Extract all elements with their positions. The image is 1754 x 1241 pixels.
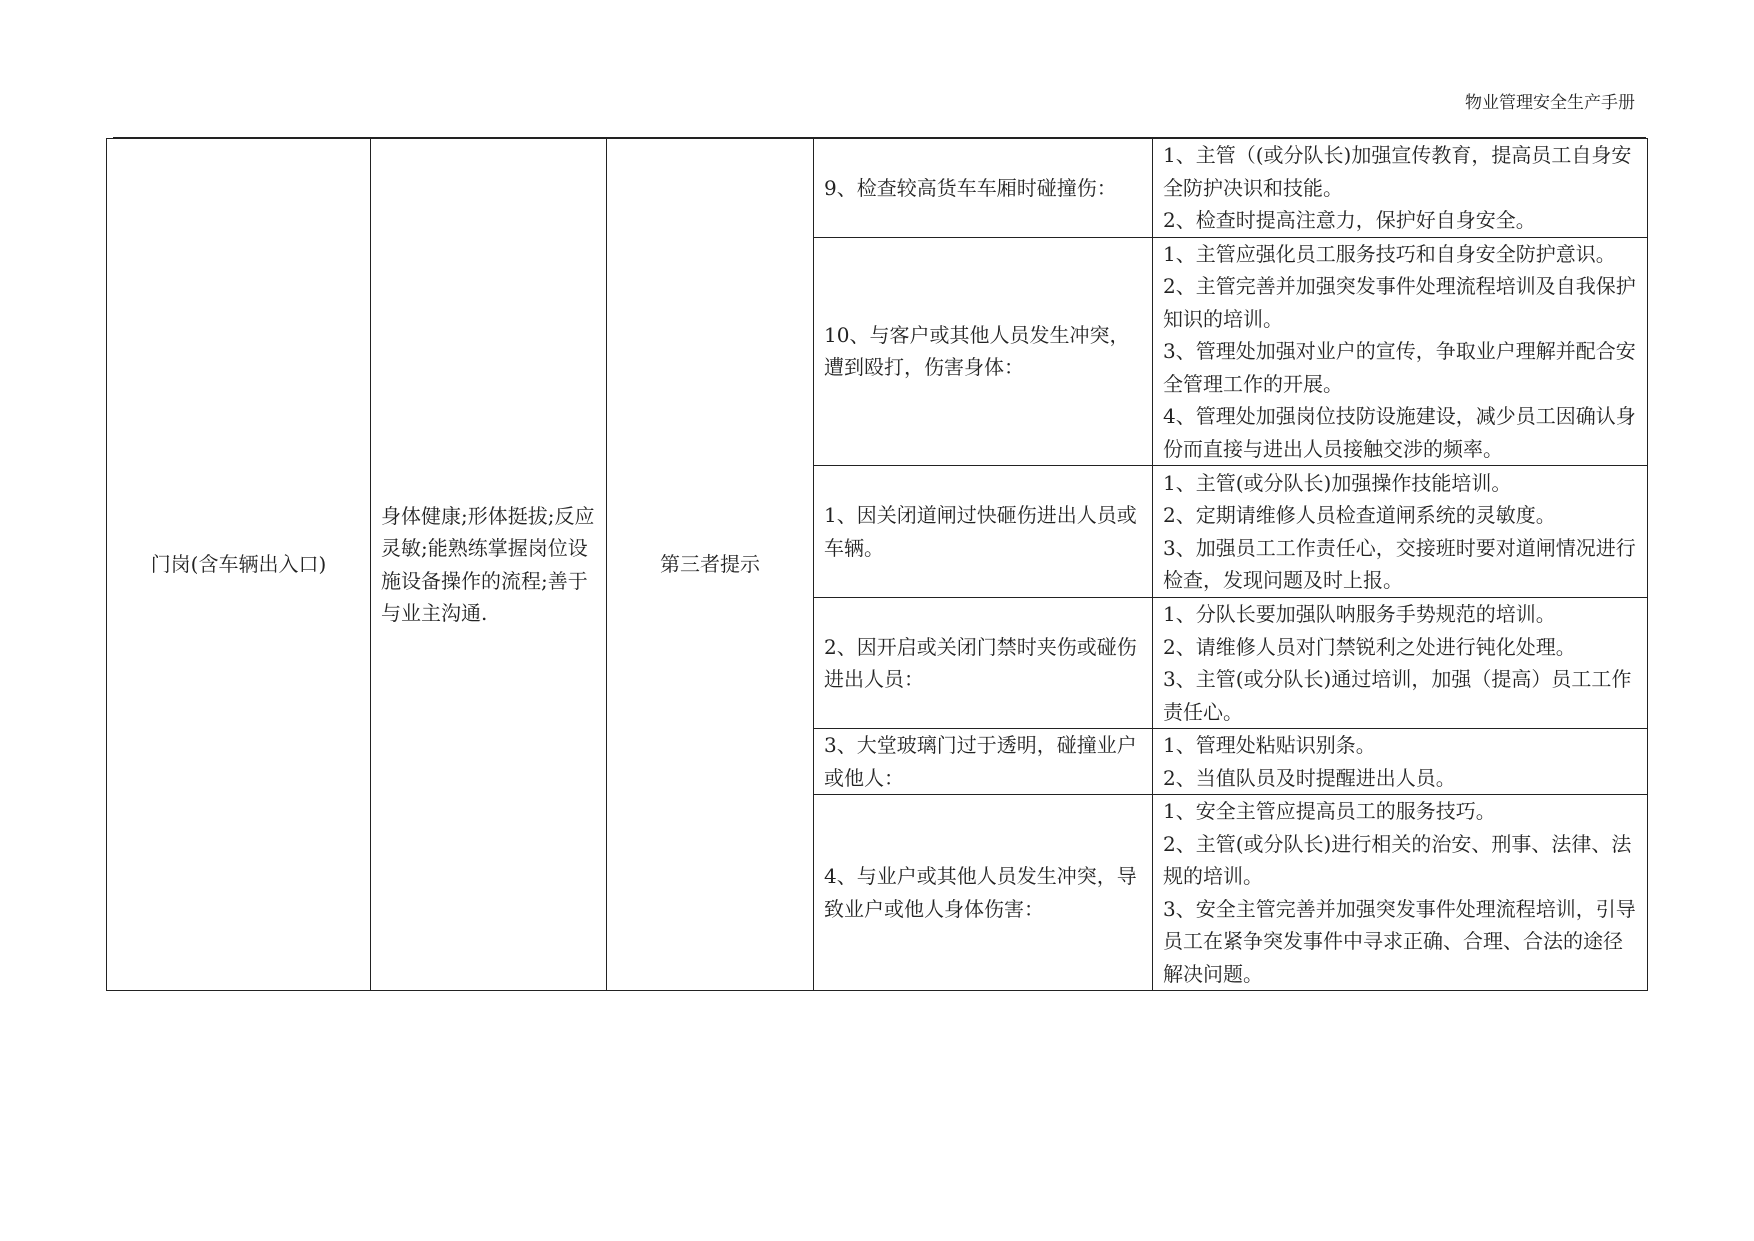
measure-item: 2、主管(或分队长)进行相关的治安、刑事、法律、法规的培训。 — [1163, 831, 1632, 888]
measure-item: 1、主管应强化员工服务技巧和自身安全防护意识。 — [1163, 241, 1616, 266]
measure-item: 3、主管(或分队长)通过培训，加强（提高）员工工作责任心。 — [1163, 667, 1632, 724]
running-header: 物业管理安全生产手册 — [1465, 93, 1635, 113]
measure-item: 2、请维修人员对门禁锐利之处进行钝化处理。 — [1163, 634, 1576, 659]
measure-item: 2、检查时提高注意力，保护好自身安全。 — [1163, 208, 1536, 232]
measure-item: 2、主管完善并加强突发事件处理流程培训及自我保护知识的培训。 — [1163, 274, 1636, 331]
measures-cell — [1153, 729, 1648, 795]
measure-item: 1、主管(或分队长)加强操作技能培训。 — [1163, 470, 1512, 495]
measures-cell — [1153, 598, 1648, 729]
measure-item: 3、管理处加强对业户的宣传，争取业户理解并配合安全管理工作的开展。 — [1163, 339, 1636, 396]
measures-cell — [1153, 139, 1648, 238]
measure-item: 1、管理处粘贴识别条。 — [1163, 733, 1376, 757]
hazard-cell: 3、大堂玻璃门过于透明，碰撞业户或他人： — [814, 729, 1153, 795]
measure-item: 3、加强员工工作责任心，交接班时要对道闸情况进行检查，发现问题及时上报。 — [1163, 535, 1636, 592]
measures-cell — [1153, 795, 1648, 991]
requirements-cell: 身体健康;形体挺拔;反应灵敏;能熟练掌握岗位设施设备操作的流程;善于与业主沟通. — [371, 139, 607, 991]
measure-item: 2、当值队员及时提醒进出人员。 — [1163, 765, 1456, 790]
hazard-cell: 1、因关闭道闸过快砸伤进出人员或车辆。 — [814, 466, 1153, 598]
measure-item: 4、管理处加强岗位技防设施建设，减少员工因确认身份而直接与进出人员接触交涉的频率。 — [1163, 404, 1636, 461]
table-row — [107, 139, 1648, 238]
hazard-cell: 4、与业户或其他人员发生冲突，导致业户或他人身体伤害： — [814, 795, 1153, 991]
measure-item: 3、安全主管完善并加强突发事件处理流程培训，引导员工在紧争突发事件中寻求正确、合理、合法的途径解决问题。 — [1163, 896, 1636, 986]
measures-cell — [1153, 466, 1648, 598]
hazard-cell: 2、因开启或关闭门禁时夹伤或碰伤进出人员： — [814, 598, 1153, 729]
measures-cell — [1153, 237, 1648, 466]
hazard-cell: 9、检查较高货车车厢时碰撞伤： — [814, 139, 1153, 238]
risk-table — [106, 138, 1648, 991]
risk-type-cell: 第三者提示 — [607, 139, 814, 991]
hazard-cell: 10、与客户或其他人员发生冲突，遭到殴打，伤害身体： — [814, 237, 1153, 466]
measure-item: 1、主管（(或分队长)加强宣传教育，提高员工自身安全防护决识和技能。 — [1163, 143, 1632, 200]
measure-item: 1、分队长要加强队呐服务手势规范的培训。 — [1163, 602, 1556, 626]
measure-item: 1、安全主管应提高员工的服务技巧。 — [1163, 799, 1496, 823]
measure-item: 2、定期请维修人员检查道闸系统的灵敏度。 — [1163, 503, 1556, 527]
post-cell: 门岗(含车辆出入口) — [107, 139, 371, 991]
